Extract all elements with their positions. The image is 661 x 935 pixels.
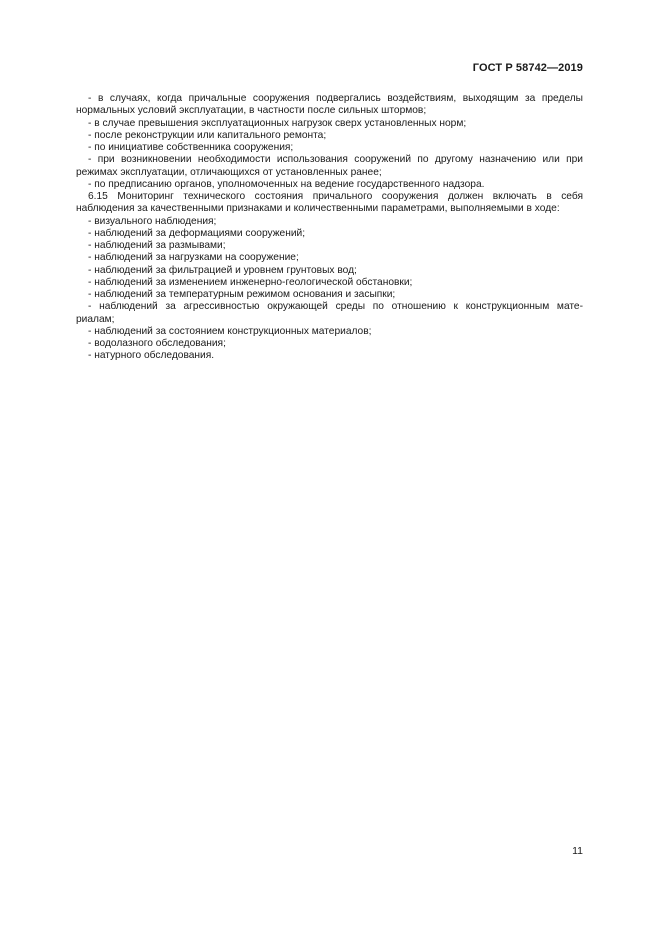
text-line: - при возникновении необходимости использования сооружений по другому назначению или при — [88, 154, 583, 166]
text-line: - наблюдений за нагрузками на сооружение; — [88, 252, 299, 264]
text-line: - наблюдений за температурным режимом основания и засыпки; — [88, 289, 396, 300]
text-line: - наблюдений за изменением инженерно-геологической обстановки; — [88, 276, 413, 288]
document-code-header: ГОСТ Р 58742—2019 — [472, 62, 583, 74]
text-line: наблюдения за качественными признаками и количественными параметрами, выполняемыми в ходе: — [76, 203, 560, 215]
text-line: режимах эксплуатации, отличающихся от установленных ранее; — [76, 166, 382, 178]
text-line: - наблюдений за деформациями сооружений; — [88, 227, 306, 239]
text-line: - наблюдений за фильтрацией и уровнем грунтовых вод; — [88, 264, 357, 276]
text-line: - по инициативе собственника сооружения; — [88, 142, 294, 153]
text-line: - водолазного обследования; — [88, 338, 226, 349]
text-line: - в случае превышения эксплуатационных нагрузок сверх установленных норм; — [88, 117, 467, 129]
text-line: - натурного обследования. — [88, 350, 215, 362]
text-line: риалам; — [76, 313, 115, 325]
document-body — [76, 93, 583, 363]
text-line: - визуального наблюдения; — [88, 215, 217, 227]
text-line: - по предписанию органов, уполномоченных на ведение государственного надзора. — [88, 178, 485, 190]
text-line: - наблюдений за агрессивностью окружающей среды по отношению к конструкционным мате- — [88, 301, 583, 313]
text-line: 6.15 Мониторинг технического состояния причального сооружения должен включать в себя — [88, 191, 583, 202]
text-line: - наблюдений за размывами; — [88, 240, 226, 251]
text-line: - в случаях, когда причальные сооружения подвергались воздействиям, выходящим за пределы — [88, 93, 583, 104]
page-number: 11 — [572, 845, 583, 857]
text-line: нормальных условий эксплуатации, в частности после сильных штормов; — [76, 105, 427, 117]
text-line: - после реконструкции или капитального ремонта; — [88, 129, 327, 141]
text-line: - наблюдений за состоянием конструкционных материалов; — [88, 325, 372, 337]
